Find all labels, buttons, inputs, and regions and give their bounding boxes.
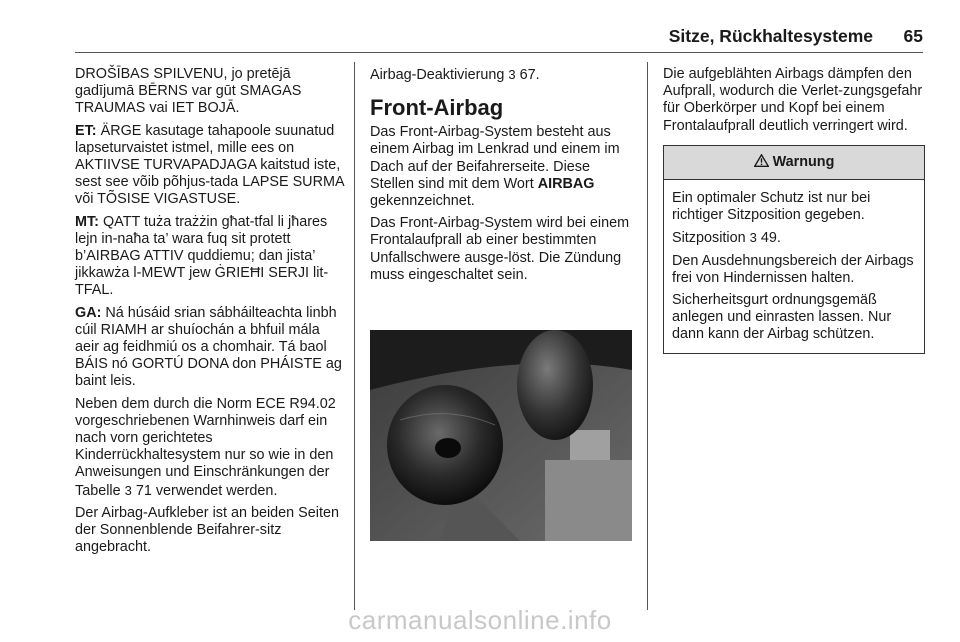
paragraph-mt-text: QATT tuża trażżin għat-tfal li jħares lejn in-naħa ta’ wara fuq sit protett b’AIRBAG ATTIV quddiemu; dan jista’ jikkawża l-MEWT jew ĠRIEĦI SERJI lit-TFAL. bbox=[75, 213, 329, 299]
paragraph-ga-text: Ná húsáid srian sábháilteachta linbh cúil RIAMH ar shuíochán a bhfuil mála aeir ag feidhmiú os a chomhair. Tá baol BÁIS nó GORTÚ DONA don PHÁISTE ag baint leis. bbox=[75, 304, 342, 390]
page-ref-icon: 3 bbox=[508, 67, 516, 82]
paragraph-norm-text-end: 71 verwendet werden. bbox=[131, 482, 278, 499]
column-2 bbox=[370, 66, 635, 289]
header-divider bbox=[75, 52, 923, 53]
deactivation-text: Airbag-Deaktivierung bbox=[370, 67, 509, 83]
section-heading: Front-Airbag bbox=[370, 95, 504, 121]
paragraph-lv: DROŠĪBAS SPILVENU, jo pretējā gadījumā BĒRNS var gūt SMAGAS TRAUMAS vai IET BOJĀ. bbox=[75, 66, 302, 117]
watermark: carmanualsonline.info bbox=[348, 605, 612, 635]
warning-header bbox=[664, 146, 924, 180]
paragraph-ga bbox=[75, 305, 345, 391]
paragraph-norm-text: Neben dem durch die Norm ECE R94.02 vorgeschriebenen Warnhinweis darf ein nach vorn gerichtetes Kinderrückhaltesystem nur so wie in den Anweisungen und Einschränkungen der Tabelle bbox=[75, 395, 336, 499]
paragraph-norm bbox=[75, 396, 345, 500]
warning-box bbox=[663, 145, 925, 354]
airbag-illustration bbox=[370, 330, 632, 541]
paragraph-deactivation bbox=[370, 66, 635, 84]
seat-position-page: 49. bbox=[756, 230, 781, 247]
warning-p1: Ein optimaler Schutz ist nur bei richtiger Sitzposition gegeben. bbox=[672, 190, 871, 224]
warning-p3: Den Ausdehnungsbereich der Airbags frei von Hindernissen halten. bbox=[672, 252, 914, 286]
deactivation-page: 67. bbox=[515, 67, 540, 83]
lang-code-et: ET: bbox=[75, 122, 97, 139]
system-text: Das Front-Airbag-System besteht aus einem Airbag im Lenkrad und einem im Dach auf der Beifahrerseite. Diese Stellen sind mit dem Wort bbox=[370, 124, 620, 192]
warning-p4: Sicherheitsgurt ordnungsgemäß anlegen und einrasten lassen. Nur dann kann der Airbag schützen. bbox=[672, 292, 892, 343]
seat-position-text: Sitzposition bbox=[672, 230, 750, 247]
airbag-photo bbox=[370, 330, 632, 541]
warning-p2 bbox=[672, 229, 916, 247]
lang-code-ga: GA: bbox=[75, 304, 102, 321]
column-divider-2 bbox=[647, 62, 648, 610]
system-text-end: gekennzeichnet. bbox=[370, 193, 475, 210]
page-ref-icon: 3 bbox=[749, 230, 757, 246]
column-divider-1 bbox=[354, 62, 355, 610]
page-header bbox=[75, 26, 923, 52]
column-3 bbox=[663, 66, 925, 354]
paragraph-trigger: Das Front-Airbag-System wird bei einem Frontalaufprall ab einer bestimmten Unfallschwere ausge‐löst. Die Zündung muss eingeschaltet sein. bbox=[370, 215, 630, 283]
warning-triangle-icon bbox=[754, 154, 773, 170]
page-number: 65 bbox=[903, 26, 923, 46]
paragraph-et bbox=[75, 123, 345, 209]
column-1 bbox=[75, 66, 345, 561]
paragraph-et-text: ÄRGE kasutage tahapoole suunatud lapseturvaistet istmel, mille ees on AKTIIVSE TURVAPADJAGA kaitstud iste, sest see võib põhjus‐tada LAPSE SURMA või TÕSISE VIGASTUSE. bbox=[75, 122, 344, 208]
warning-body bbox=[664, 180, 924, 353]
page-ref-icon: 3 bbox=[124, 482, 132, 498]
paragraph-inflated: Die aufgeblähten Airbags dämpfen den Aufprall, wodurch die Verlet‐zungsgefahr für Oberkörper und Kopf bei einem Frontalaufprall deutlich verringert wird. bbox=[663, 66, 923, 134]
lang-code-mt: MT: bbox=[75, 213, 99, 230]
paragraph-sticker: Der Airbag-Aufkleber ist an beiden Seiten der Sonnenblende Beifahrer‐sitz angebracht. bbox=[75, 504, 339, 556]
paragraph-system bbox=[370, 124, 635, 210]
paragraph-mt bbox=[75, 214, 345, 300]
section-title: Sitze, Rückhaltesysteme bbox=[668, 26, 873, 46]
warning-title: Warnung bbox=[772, 153, 835, 170]
airbag-word: AIRBAG bbox=[537, 175, 595, 192]
